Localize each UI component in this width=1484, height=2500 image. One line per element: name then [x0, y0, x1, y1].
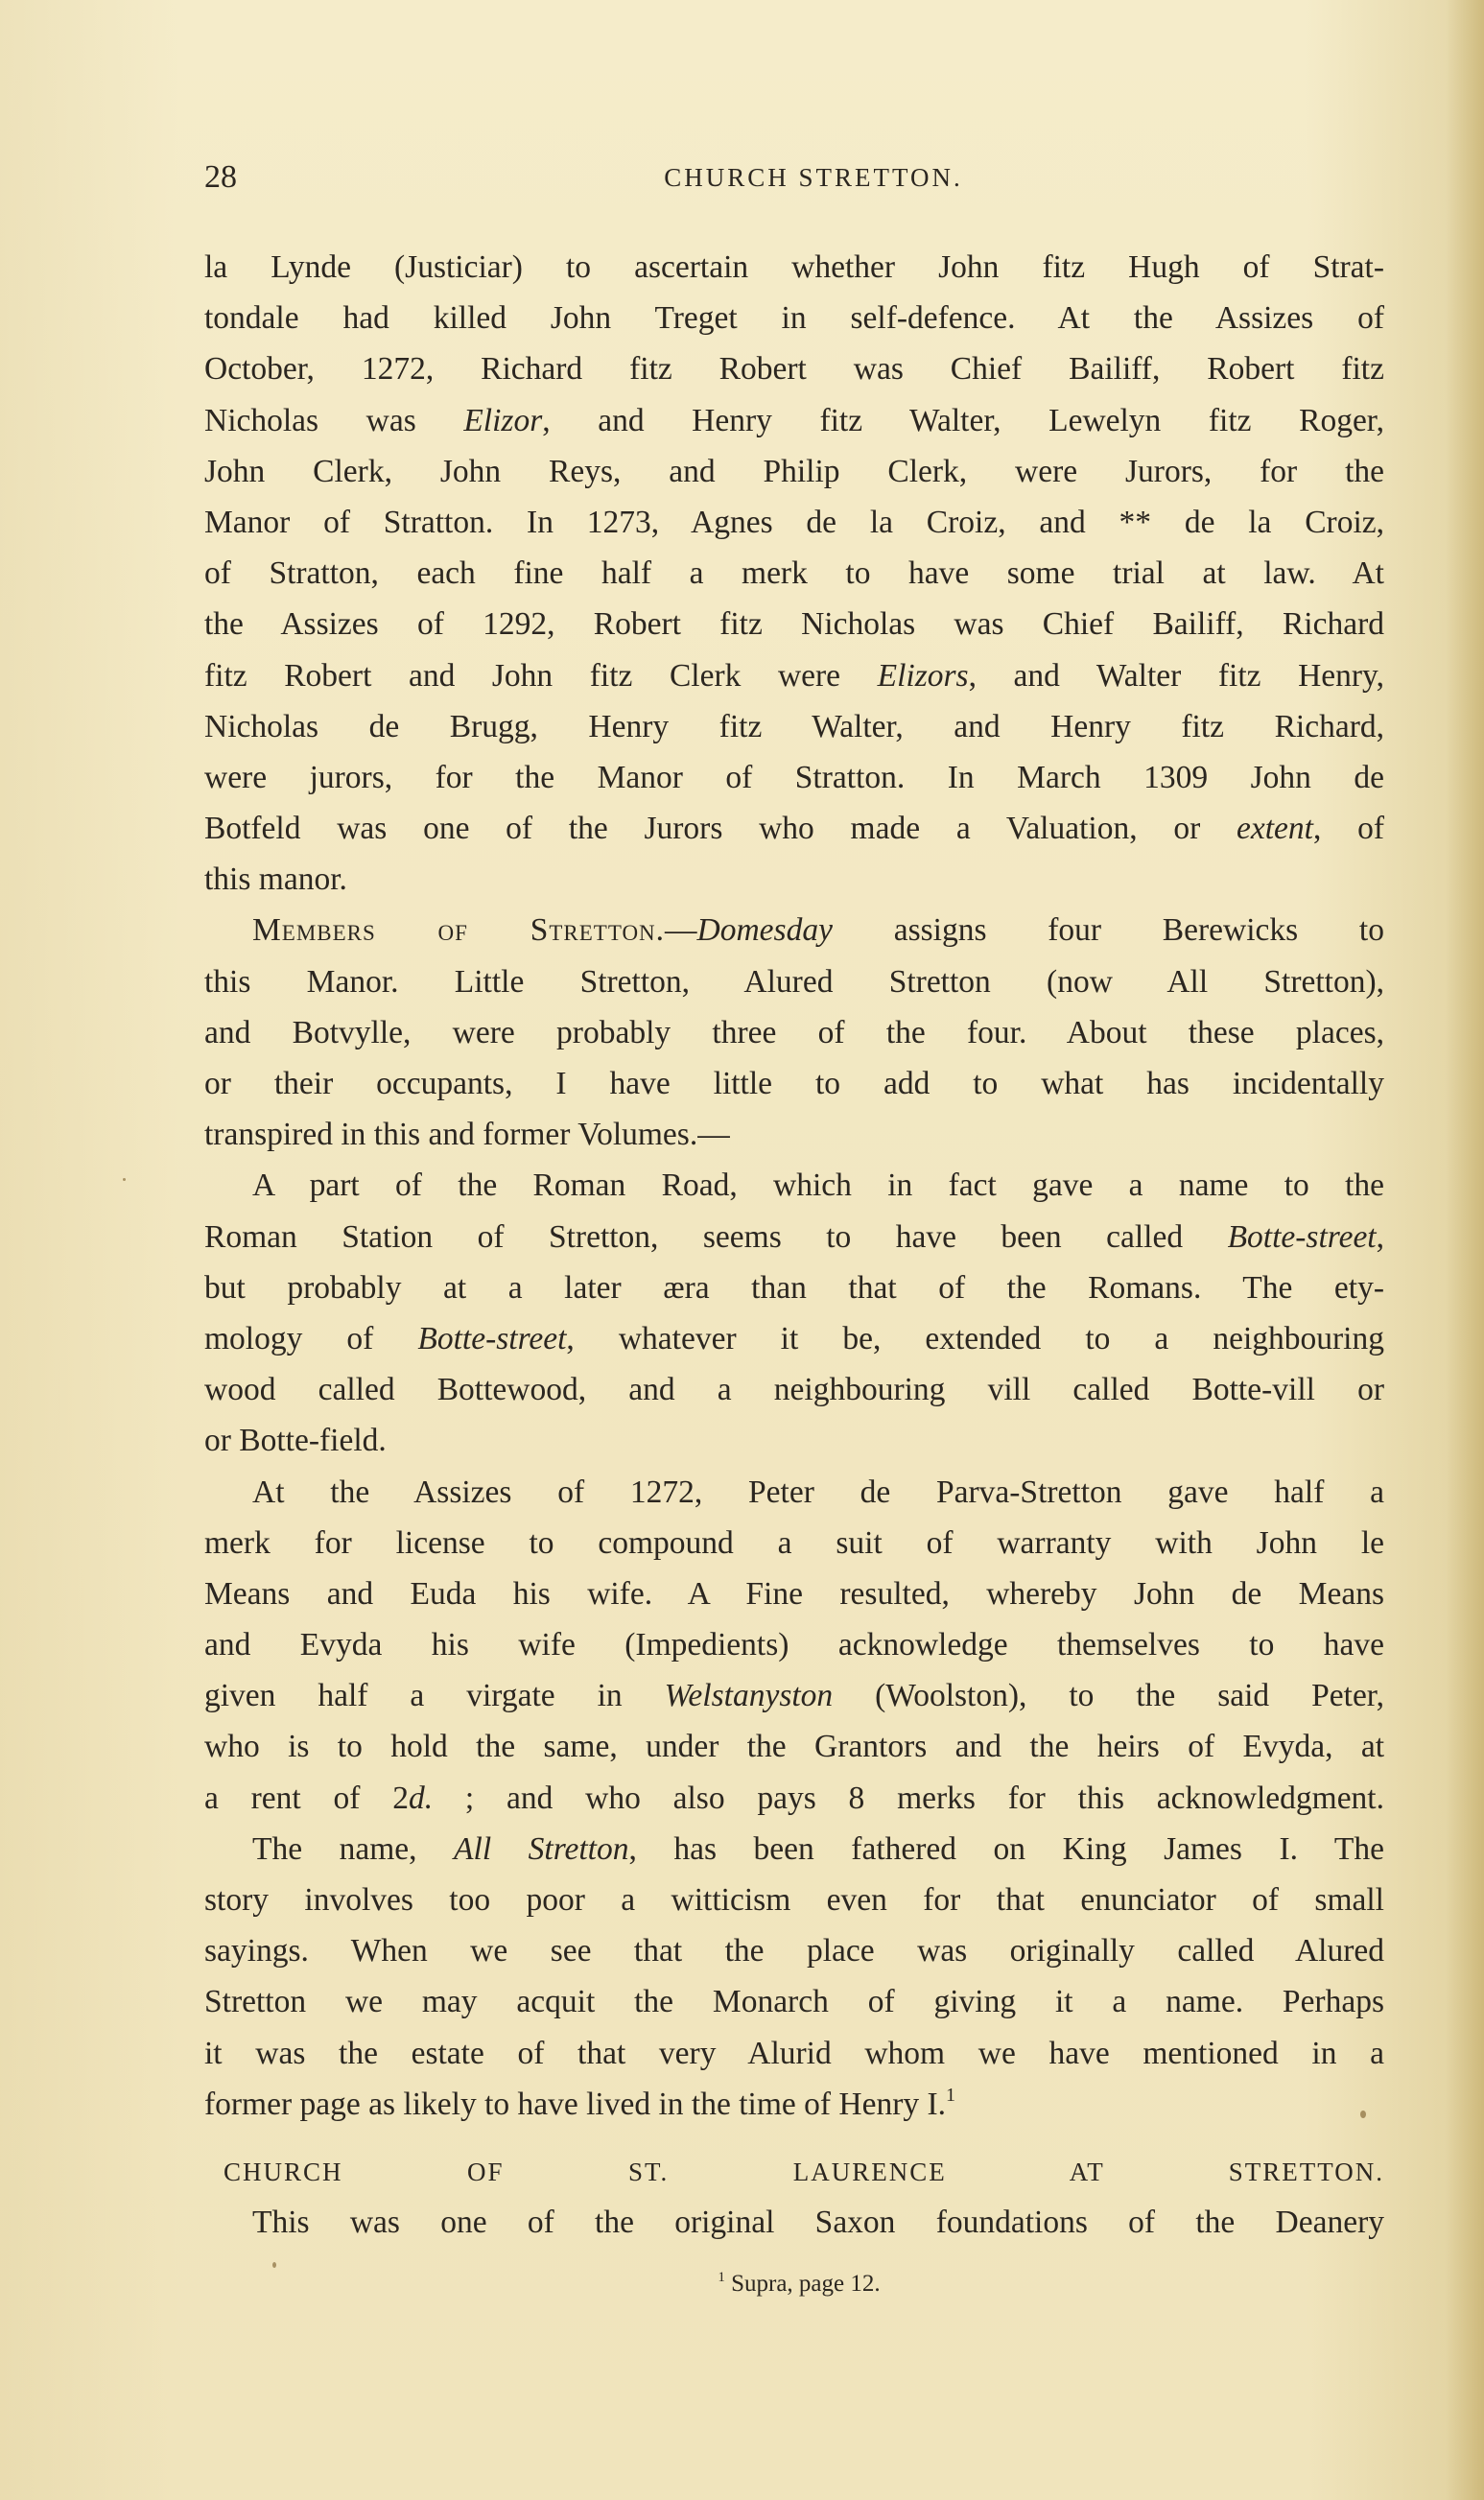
paragraph-roman-road: [204, 1160, 1384, 1466]
text-run: mology of: [204, 1320, 418, 1356]
page-number: 28: [204, 159, 237, 195]
text-line: [204, 1313, 1384, 1364]
text-line: story involves too poor a witticism even for that enunciator of small: [204, 1882, 1384, 1918]
text-run: (Woolston), to the said Peter,: [833, 1678, 1385, 1714]
text-run: , has been fathered on King James I. The: [628, 1830, 1384, 1867]
text-run: Roman Station of Stretton, seems to have been called: [204, 1218, 1228, 1255]
text-line: Means and Euda his wife. A Fine resulted, whereby John de Means: [204, 1575, 1384, 1612]
text-run: fitz Robert and John fitz Clerk were: [204, 657, 878, 694]
italic-term: Welstanyston: [664, 1678, 834, 1714]
paragraph-church-of-st-laurence: [204, 2197, 1384, 2248]
text-run: , whatever it be, extended to a neighbouring: [566, 1320, 1384, 1356]
text-line: [204, 1773, 1384, 1824]
text-line: or their occupants, I have little to add to what has incidentally: [204, 1066, 1384, 1101]
italic-term: Botte-street: [1227, 1218, 1377, 1255]
text-line: [204, 803, 1384, 854]
text-run: ,: [1376, 1218, 1384, 1255]
text-line: At the Assizes of 1272, Peter de Parva-Stretton gave half a: [252, 1474, 1384, 1510]
text-line: but probably at a later æra than that of the Romans. The ety-: [204, 1269, 1384, 1306]
text-line: of Stratton, each fine half a merk to have some trial at law. At: [204, 555, 1384, 592]
running-head: [204, 153, 1384, 201]
footnote-reference[interactable]: 1: [946, 2084, 956, 2106]
text-line: [204, 905, 1384, 955]
paragraph-parva-stretton: [204, 1467, 1384, 1824]
em-dash: —: [665, 912, 697, 949]
text-line: John Clerk, John Reys, and Philip Clerk, were Jurors, for the: [204, 453, 1384, 489]
text-run: a rent of 2: [204, 1780, 409, 1816]
running-title: CHURCH STRETTON.: [664, 163, 963, 192]
text-line: were jurors, for the Manor of Stratton. In March 1309 John de: [204, 759, 1384, 795]
body-text: [204, 242, 1384, 2248]
text-line: [204, 2079, 1384, 2130]
text-line: wood called Bottewood, and a neighbouring vill called Botte-vill or: [204, 1372, 1384, 1408]
text-line: la Lynde (Justiciar) to ascertain whether John fitz Hugh of Strat-: [204, 249, 1384, 285]
footnote-text: Supra, page 12.: [731, 2271, 881, 2298]
text-line: Stretton we may acquit the Monarch of giving it a name. Perhaps: [204, 1984, 1384, 2020]
text-line: and Evyda his wife (Impedients) acknowledge themselves to have: [204, 1627, 1384, 1663]
text-run: given half a virgate in: [204, 1678, 665, 1714]
text-run: assigns four Berewicks to: [832, 912, 1384, 949]
text-line: [204, 1212, 1384, 1262]
paragraph-all-stretton-name: [204, 1824, 1384, 2130]
book-page: [204, 153, 1384, 2298]
italic-term: Elizors: [877, 657, 969, 694]
paper-speck: [123, 1178, 126, 1181]
paragraph-members-of-stretton: [204, 905, 1384, 1160]
footnote-marker: 1: [718, 2270, 725, 2286]
italic-term: Elizor: [463, 402, 543, 438]
text-line: A part of the Roman Road, which in fact gave a name to the: [252, 1167, 1384, 1204]
italic-term: All Stretton: [454, 1830, 629, 1867]
section-run-in-heading: Members of Stretton.: [252, 912, 666, 949]
text-line: merk for license to compound a suit of warranty with John le: [204, 1524, 1384, 1561]
text-line: transpired in this and former Volumes.—: [204, 1117, 730, 1153]
text-run: Nicholas was: [204, 402, 464, 438]
text-run: The name,: [252, 1830, 455, 1867]
page-edge-shadow: [1446, 0, 1484, 2500]
italic-term: extent: [1237, 811, 1313, 847]
text-line: Manor of Stratton. In 1273, Agnes de la Croiz, and ** de la Croiz,: [204, 504, 1384, 540]
italic-term: Botte-street: [417, 1320, 567, 1356]
text-line: who is to hold the same, under the Grantors and the heirs of Evyda, at: [204, 1729, 1384, 1765]
text-line: and Botvylle, were probably three of the four. About these places,: [204, 1014, 1384, 1050]
text-run: , of: [1312, 811, 1385, 847]
text-line: October, 1272, Richard fitz Robert was Chief Bailiff, Robert fitz: [204, 351, 1384, 388]
text-run: ; and who also pays 8 merks for this acknowledgment.: [433, 1780, 1384, 1816]
text-run: , and Walter fitz Henry,: [968, 657, 1385, 694]
section-heading: CHURCH OF ST. LAURENCE AT STRETTON.: [224, 2157, 1384, 2186]
text-line: [204, 1670, 1384, 1721]
paragraph-manor-jurors: [204, 242, 1384, 905]
text-run: former page as likely to have lived in the time of Henry I.: [204, 2086, 947, 2122]
text-line: This was one of the original Saxon foundations of the Deanery: [252, 2204, 1384, 2240]
text-line: this manor.: [204, 861, 347, 898]
text-line: Nicholas de Brugg, Henry fitz Walter, and Henry fitz Richard,: [204, 708, 1384, 744]
text-line: this Manor. Little Stretton, Alured Stretton (now All Stretton),: [204, 963, 1384, 1000]
text-line: sayings. When we see that the place was originally called Alured: [204, 1933, 1384, 1969]
italic-term: Domesday: [696, 912, 833, 949]
text-run: , and Henry fitz Walter, Lewelyn fitz Roger,: [542, 402, 1385, 438]
italic-term: d.: [408, 1780, 434, 1816]
footnote: [204, 2271, 1384, 2298]
text-run: Botfeld was one of the Jurors who made a Valuation, or: [204, 811, 1237, 847]
text-line: [204, 395, 1384, 446]
text-line: [204, 1824, 1384, 1875]
text-line: or Botte-field.: [204, 1423, 387, 1459]
text-line: tondale had killed John Treget in self-defence. At the Assizes of: [204, 300, 1384, 337]
text-line: [204, 650, 1384, 701]
text-line: it was the estate of that very Alurid whom we have mentioned in a: [204, 2035, 1384, 2071]
text-line: the Assizes of 1292, Robert fitz Nicholas was Chief Bailiff, Richard: [204, 606, 1384, 643]
